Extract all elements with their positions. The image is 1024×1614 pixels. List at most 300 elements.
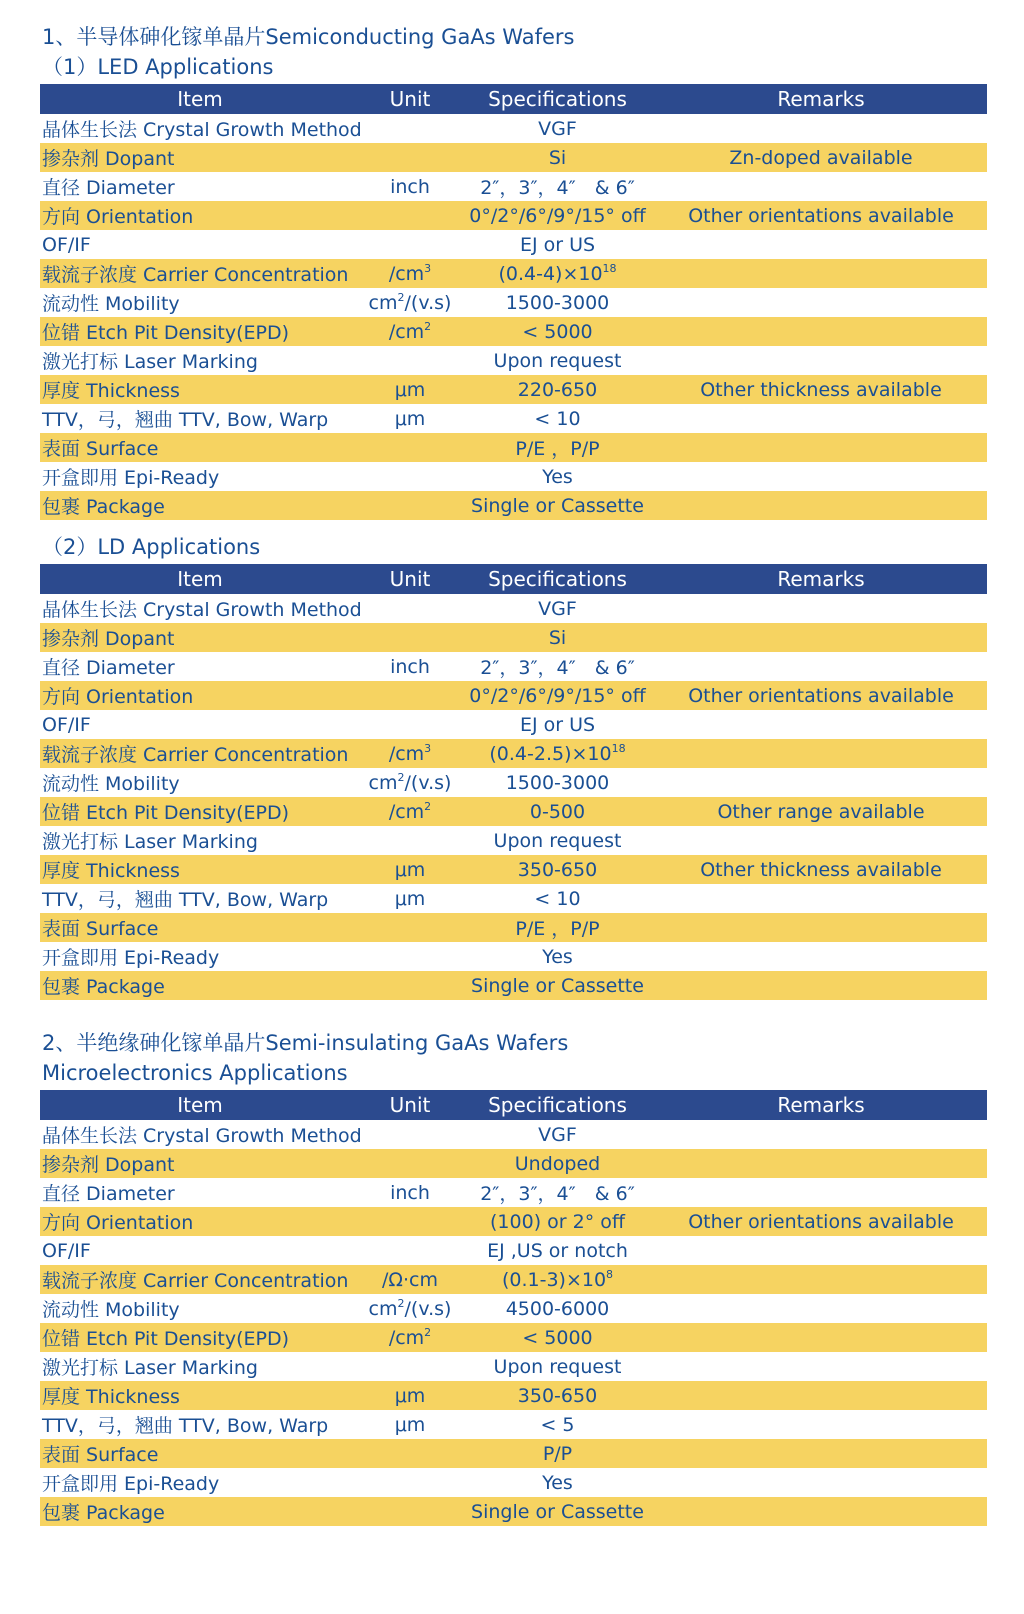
spec-cell-text: Yes	[542, 465, 573, 488]
unit-cell	[360, 884, 460, 913]
unit-cell-superscript: 2	[424, 799, 432, 813]
item-cell-text: 厚度 Thickness	[42, 380, 180, 402]
header-specifications: Specifications	[460, 1090, 655, 1120]
remark-cell-text: Other range available	[717, 800, 925, 823]
table-row	[40, 230, 987, 259]
item-cell	[40, 1236, 360, 1265]
table-row	[40, 172, 987, 201]
spec-cell	[460, 797, 655, 826]
remark-cell	[655, 143, 987, 172]
remark-cell	[655, 433, 987, 462]
unit-cell	[360, 681, 460, 710]
spec-cell-text: Single or Cassette	[471, 1500, 644, 1523]
spec-cell-text: Single or Cassette	[471, 974, 644, 997]
table-row	[40, 1149, 987, 1178]
item-cell-text: 激光打标 Laser Marking	[42, 1357, 258, 1379]
remark-cell	[655, 1178, 987, 1207]
item-cell-text: 表面 Surface	[42, 438, 159, 460]
unit-cell-text: /cm	[388, 320, 425, 343]
item-cell-text: 厚度 Thickness	[42, 860, 180, 882]
item-cell-text: 包裹 Package	[42, 1502, 165, 1524]
remark-cell-text: Other thickness available	[700, 858, 942, 881]
unit-cell	[360, 1294, 460, 1323]
table-row	[40, 855, 987, 884]
remark-cell	[655, 681, 987, 710]
spec-cell	[460, 404, 655, 433]
unit-cell-superscript: 3	[424, 741, 432, 755]
item-cell	[40, 491, 360, 520]
spec-cell	[460, 681, 655, 710]
header-unit: Unit	[360, 84, 460, 114]
spec-cell	[460, 1468, 655, 1497]
unit-cell	[360, 971, 460, 1000]
item-cell-text: 包裹 Package	[42, 496, 165, 518]
spec-cell-text: < 10	[534, 407, 581, 430]
unit-cell	[360, 652, 460, 681]
header-remarks: Remarks	[655, 84, 987, 114]
table-row	[40, 375, 987, 404]
item-cell-text: 晶体生长法 Crystal Growth Method	[42, 119, 362, 141]
remark-cell	[655, 768, 987, 797]
remark-cell	[655, 259, 987, 288]
remark-cell	[655, 404, 987, 433]
table-row	[40, 710, 987, 739]
item-cell	[40, 739, 360, 768]
table-row	[40, 491, 987, 520]
spec-cell-text: (100) or 2° off	[490, 1210, 625, 1233]
ld-spec-table	[40, 564, 987, 1000]
unit-cell-text: /cm	[388, 262, 425, 285]
item-cell-text: 开盒即用 Epi-Ready	[42, 947, 220, 969]
unit-cell	[360, 855, 460, 884]
unit-cell	[360, 1352, 460, 1381]
spec-cell-text: VGF	[538, 597, 577, 620]
item-cell	[40, 594, 360, 623]
item-cell	[40, 1178, 360, 1207]
unit-cell	[360, 1120, 460, 1149]
spec-cell-text: (0.4-2.5)×10	[489, 742, 612, 765]
spec-cell	[460, 346, 655, 375]
spec-cell	[460, 913, 655, 942]
led-spec-table	[40, 84, 987, 520]
item-cell-text: 位错 Etch Pit Density(EPD)	[42, 1328, 289, 1350]
remark-cell	[655, 1265, 987, 1294]
unit-cell-superscript: 2	[424, 319, 432, 333]
spec-cell-text: 2″，3″，4″ & 6″	[480, 177, 635, 199]
table-row	[40, 1497, 987, 1526]
unit-cell-superscript: 2	[424, 1325, 432, 1339]
table-row	[40, 797, 987, 826]
spec-cell-text: EJ or US	[519, 713, 596, 736]
spec-cell	[460, 1294, 655, 1323]
spec-cell	[460, 201, 655, 230]
header-unit: Unit	[360, 564, 460, 594]
spec-cell	[460, 739, 655, 768]
item-cell-text: 厚度 Thickness	[42, 1386, 180, 1408]
unit-cell-text: /cm	[388, 742, 425, 765]
section-1-title: 1、半导体砷化镓单晶片Semiconducting GaAs Wafers	[42, 25, 575, 49]
item-cell-text: 方向 Orientation	[42, 686, 194, 708]
spec-cell-text: Upon request	[493, 349, 622, 372]
remark-cell	[655, 884, 987, 913]
unit-cell	[360, 1410, 460, 1439]
unit-cell	[360, 404, 460, 433]
unit-cell	[360, 594, 460, 623]
header-item: Item	[40, 1090, 360, 1120]
spec-cell-text: P/E ，P/P	[515, 438, 600, 460]
spec-cell	[460, 114, 655, 143]
remark-cell	[655, 797, 987, 826]
item-cell-text: OF/IF	[42, 713, 91, 736]
item-cell	[40, 768, 360, 797]
unit-cell	[360, 768, 460, 797]
item-cell-text: 表面 Surface	[42, 918, 159, 940]
spec-cell-text: 220-650	[517, 378, 598, 401]
remark-cell	[655, 652, 987, 681]
table-header-row	[40, 84, 987, 114]
table-row	[40, 681, 987, 710]
section-2-title: 2、半绝缘砷化镓单晶片Semi-insulating GaAs Wafers	[42, 1031, 569, 1055]
spec-cell-text: < 5	[540, 1413, 575, 1436]
unit-cell	[360, 230, 460, 259]
item-cell	[40, 201, 360, 230]
table-row	[40, 826, 987, 855]
item-cell	[40, 1120, 360, 1149]
remark-cell	[655, 1149, 987, 1178]
item-cell-text: 直径 Diameter	[42, 657, 175, 679]
spec-cell-text: < 10	[534, 887, 581, 910]
unit-cell-text: /(v.s)	[404, 291, 452, 314]
unit-cell-superscript: 3	[424, 261, 432, 275]
unit-cell	[360, 942, 460, 971]
table-row	[40, 1120, 987, 1149]
unit-cell-text: μm	[394, 378, 426, 401]
spec-cell	[460, 491, 655, 520]
item-cell	[40, 710, 360, 739]
remark-cell	[655, 913, 987, 942]
table-row	[40, 768, 987, 797]
table-row	[40, 1323, 987, 1352]
table-row	[40, 942, 987, 971]
item-cell-text: 激光打标 Laser Marking	[42, 351, 258, 373]
unit-cell	[360, 143, 460, 172]
item-cell	[40, 1149, 360, 1178]
remark-cell-text: Other orientations available	[688, 684, 954, 707]
unit-cell-text: /Ω·cm	[382, 1268, 438, 1291]
unit-cell	[360, 623, 460, 652]
remark-cell	[655, 491, 987, 520]
remark-cell	[655, 971, 987, 1000]
unit-cell-text: /(v.s)	[404, 771, 452, 794]
header-specifications: Specifications	[460, 84, 655, 114]
unit-cell-text: μm	[394, 1413, 426, 1436]
table-row	[40, 884, 987, 913]
item-cell-text: 包裹 Package	[42, 976, 165, 998]
remark-cell	[655, 1439, 987, 1468]
item-cell	[40, 317, 360, 346]
unit-cell-superscript: 2	[397, 770, 405, 784]
item-cell	[40, 230, 360, 259]
header-item: Item	[40, 84, 360, 114]
remark-cell	[655, 462, 987, 491]
remark-cell	[655, 1294, 987, 1323]
spec-cell	[460, 1236, 655, 1265]
spec-cell	[460, 1265, 655, 1294]
spec-cell	[460, 942, 655, 971]
spec-cell-superscript: 18	[611, 741, 626, 755]
item-cell	[40, 433, 360, 462]
spec-cell-text: (0.4-4)×10	[498, 262, 603, 285]
unit-cell-text: /cm	[388, 1326, 425, 1349]
spec-cell	[460, 1410, 655, 1439]
item-cell	[40, 1468, 360, 1497]
remark-cell	[655, 1236, 987, 1265]
item-cell-text: OF/IF	[42, 1239, 91, 1262]
spec-cell-text: 1500-3000	[505, 291, 610, 314]
spec-cell	[460, 855, 655, 884]
item-cell-text: 方向 Orientation	[42, 206, 194, 228]
remark-cell	[655, 1323, 987, 1352]
spec-cell-text: 1500-3000	[505, 771, 610, 794]
spec-cell	[460, 768, 655, 797]
spec-cell-text: Yes	[542, 945, 573, 968]
remark-cell	[655, 172, 987, 201]
spec-cell-text: 2″，3″，4″ & 6″	[480, 657, 635, 679]
remark-cell	[655, 826, 987, 855]
unit-cell-superscript: 2	[397, 1296, 405, 1310]
table-row	[40, 317, 987, 346]
header-remarks: Remarks	[655, 564, 987, 594]
header-specifications: Specifications	[460, 564, 655, 594]
item-cell	[40, 681, 360, 710]
header-item: Item	[40, 564, 360, 594]
microelectronics-spec-table	[40, 1090, 987, 1526]
spec-cell-text: 350-650	[517, 858, 598, 881]
spec-cell-text: P/E ，P/P	[515, 918, 600, 940]
unit-cell	[360, 201, 460, 230]
spec-cell-text: Undoped	[514, 1152, 601, 1175]
spec-cell-text: 0-500	[529, 800, 586, 823]
spec-cell	[460, 288, 655, 317]
item-cell	[40, 1323, 360, 1352]
item-cell	[40, 172, 360, 201]
item-cell	[40, 1439, 360, 1468]
item-cell	[40, 375, 360, 404]
unit-cell-text: μm	[394, 858, 426, 881]
item-cell-text: 流动性 Mobility	[42, 293, 180, 315]
table-row	[40, 594, 987, 623]
remark-cell	[655, 317, 987, 346]
table-row	[40, 346, 987, 375]
unit-cell-text: inch	[390, 1181, 430, 1204]
item-cell	[40, 1207, 360, 1236]
spec-cell	[460, 433, 655, 462]
table-row	[40, 1294, 987, 1323]
remark-cell	[655, 1497, 987, 1526]
spec-cell	[460, 710, 655, 739]
item-cell-text: 开盒即用 Epi-Ready	[42, 1473, 220, 1495]
header-remarks: Remarks	[655, 1090, 987, 1120]
remark-cell	[655, 346, 987, 375]
spec-cell-text: EJ ,US or notch	[487, 1239, 628, 1262]
table-row	[40, 433, 987, 462]
spec-cell-text: VGF	[538, 1123, 577, 1146]
item-cell	[40, 652, 360, 681]
unit-cell	[360, 1178, 460, 1207]
remark-cell	[655, 288, 987, 317]
unit-cell	[360, 913, 460, 942]
item-cell	[40, 1497, 360, 1526]
unit-cell	[360, 1265, 460, 1294]
spec-cell	[460, 1120, 655, 1149]
unit-cell	[360, 491, 460, 520]
unit-cell	[360, 172, 460, 201]
unit-cell-text: /cm	[388, 800, 425, 823]
table-row	[40, 1178, 987, 1207]
item-cell-text: 流动性 Mobility	[42, 773, 180, 795]
item-cell-text: 载流子浓度 Carrier Concentration	[42, 744, 349, 766]
table-row	[40, 201, 987, 230]
spec-cell	[460, 1352, 655, 1381]
spec-cell-text: 350-650	[517, 1384, 598, 1407]
spec-cell	[460, 1207, 655, 1236]
unit-cell	[360, 259, 460, 288]
item-cell-text: 载流子浓度 Carrier Concentration	[42, 264, 349, 286]
spec-cell	[460, 826, 655, 855]
item-cell	[40, 971, 360, 1000]
spec-cell	[460, 1497, 655, 1526]
item-cell	[40, 855, 360, 884]
unit-cell	[360, 288, 460, 317]
spec-cell-text: Upon request	[493, 829, 622, 852]
unit-cell	[360, 1236, 460, 1265]
spec-cell-superscript: 8	[606, 1267, 614, 1281]
microelectronics-subtitle: Microelectronics Applications	[42, 1061, 348, 1085]
item-cell-text: TTV，弓，翘曲 TTV, Bow, Warp	[42, 409, 329, 431]
table-row	[40, 913, 987, 942]
unit-cell-text: inch	[390, 175, 430, 198]
table-row	[40, 623, 987, 652]
led-applications-subtitle: （1）LED Applications	[42, 55, 274, 79]
spec-cell	[460, 172, 655, 201]
remark-cell	[655, 230, 987, 259]
unit-cell-text: cm	[368, 771, 398, 794]
item-cell-text: 表面 Surface	[42, 1444, 159, 1466]
remark-cell-text: Zn-doped available	[729, 146, 913, 169]
table-row	[40, 971, 987, 1000]
item-cell-text: OF/IF	[42, 233, 91, 256]
table-row	[40, 1381, 987, 1410]
unit-cell-text: cm	[368, 1297, 398, 1320]
item-cell	[40, 1294, 360, 1323]
spec-cell	[460, 317, 655, 346]
unit-cell	[360, 1207, 460, 1236]
item-cell	[40, 1352, 360, 1381]
ld-applications-subtitle: （2）LD Applications	[42, 535, 261, 559]
remark-cell	[655, 623, 987, 652]
item-cell	[40, 913, 360, 942]
item-cell-text: TTV，弓，翘曲 TTV, Bow, Warp	[42, 889, 329, 911]
table-row	[40, 1236, 987, 1265]
spec-cell-text: < 5000	[522, 1326, 593, 1349]
spec-cell	[460, 1149, 655, 1178]
spec-cell	[460, 1381, 655, 1410]
table-row	[40, 462, 987, 491]
remark-cell	[655, 1352, 987, 1381]
unit-cell	[360, 433, 460, 462]
unit-cell	[360, 1149, 460, 1178]
unit-cell-text: inch	[390, 655, 430, 678]
spec-cell-text: Single or Cassette	[471, 494, 644, 517]
spec-cell	[460, 652, 655, 681]
unit-cell	[360, 462, 460, 491]
spec-cell	[460, 259, 655, 288]
header-unit: Unit	[360, 1090, 460, 1120]
item-cell-text: 掺杂剂 Dopant	[42, 1154, 175, 1176]
item-cell-text: 掺杂剂 Dopant	[42, 628, 175, 650]
spec-cell	[460, 462, 655, 491]
item-cell-text: 掺杂剂 Dopant	[42, 148, 175, 170]
unit-cell	[360, 375, 460, 404]
item-cell	[40, 884, 360, 913]
table-row	[40, 288, 987, 317]
remark-cell	[655, 375, 987, 404]
remark-cell	[655, 1381, 987, 1410]
item-cell	[40, 1410, 360, 1439]
table-row	[40, 652, 987, 681]
item-cell	[40, 797, 360, 826]
unit-cell	[360, 1381, 460, 1410]
unit-cell-text: /(v.s)	[404, 1297, 452, 1320]
item-cell	[40, 114, 360, 143]
remark-cell	[655, 201, 987, 230]
table-row	[40, 1439, 987, 1468]
spec-cell-text: 0°/2°/6°/9°/15° off	[469, 204, 646, 227]
remark-cell-text: Other orientations available	[688, 204, 954, 227]
spec-cell-text: EJ or US	[519, 233, 596, 256]
table-row	[40, 1207, 987, 1236]
spec-cell	[460, 375, 655, 404]
remark-cell	[655, 739, 987, 768]
spec-cell-text: 2″，3″，4″ & 6″	[480, 1183, 635, 1205]
spec-cell-text: Si	[548, 626, 567, 649]
spec-cell-text: P/P	[542, 1442, 573, 1465]
unit-cell	[360, 739, 460, 768]
item-cell-text: 激光打标 Laser Marking	[42, 831, 258, 853]
spec-cell-text: 0°/2°/6°/9°/15° off	[469, 684, 646, 707]
table-row	[40, 739, 987, 768]
item-cell	[40, 143, 360, 172]
spec-cell-text: < 5000	[522, 320, 593, 343]
spec-cell-text: Yes	[542, 1471, 573, 1494]
table-header-row	[40, 1090, 987, 1120]
item-cell-text: 方向 Orientation	[42, 1212, 194, 1234]
remark-cell-text: Other thickness available	[700, 378, 942, 401]
spec-cell	[460, 230, 655, 259]
item-cell-text: 开盒即用 Epi-Ready	[42, 467, 220, 489]
table-row	[40, 114, 987, 143]
table-row	[40, 1468, 987, 1497]
unit-cell	[360, 317, 460, 346]
remark-cell-text: Other orientations available	[688, 1210, 954, 1233]
remark-cell	[655, 114, 987, 143]
item-cell-text: 载流子浓度 Carrier Concentration	[42, 1270, 349, 1292]
item-cell	[40, 404, 360, 433]
table-row	[40, 259, 987, 288]
unit-cell	[360, 1497, 460, 1526]
spec-cell-text: Si	[548, 146, 567, 169]
table-row	[40, 143, 987, 172]
